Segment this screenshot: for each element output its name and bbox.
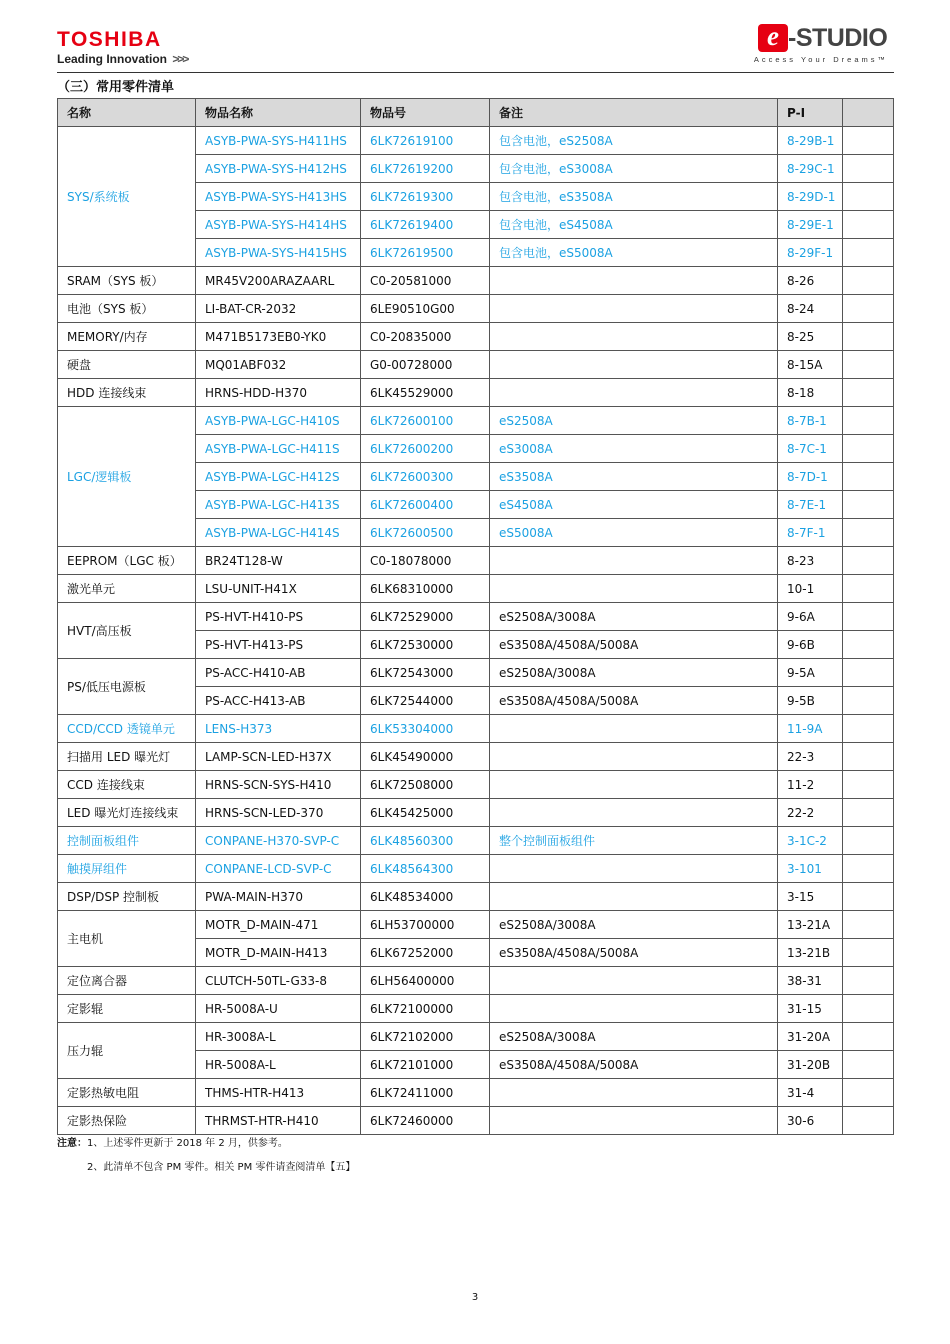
blank-cell (843, 547, 894, 575)
part-number-cell: 6LK72530000 (361, 631, 490, 659)
estudio-wordmark: -STUDIO (788, 24, 888, 52)
part-name-cell: HR-5008A-L (196, 1051, 361, 1079)
note-text-1: 1、上述零件更新于 2018 年 2 月，供参考。 (87, 1138, 288, 1149)
category-cell: HVT/高压板 (58, 603, 196, 659)
remark-cell (490, 323, 778, 351)
part-number-cell: 6LK45490000 (361, 743, 490, 771)
part-number-cell: 6LK48560300 (361, 827, 490, 855)
blank-cell (843, 351, 894, 379)
remark-cell: 包含电池，eS3508A (490, 183, 778, 211)
remark-cell: eS3508A/4508A/5008A (490, 631, 778, 659)
table-row (58, 799, 894, 827)
table-row (58, 827, 894, 855)
blank-cell (843, 1023, 894, 1051)
part-name-cell: ASYB-PWA-LGC-H411S (196, 435, 361, 463)
part-number-cell: 6LK45529000 (361, 379, 490, 407)
table-row (58, 855, 894, 883)
part-number-cell: 6LK72600300 (361, 463, 490, 491)
part-number-cell: 6LK72529000 (361, 603, 490, 631)
table-row (58, 715, 894, 743)
pi-cell: 3-1C-2 (778, 827, 843, 855)
blank-cell (843, 911, 894, 939)
pi-cell: 10-1 (778, 575, 843, 603)
part-number-cell: C0-20835000 (361, 323, 490, 351)
part-number-cell: 6LH56400000 (361, 967, 490, 995)
estudio-e-letter: e (767, 21, 779, 51)
pi-cell: 31-4 (778, 1079, 843, 1107)
table-header-row (58, 99, 894, 127)
part-name-cell: ASYB-PWA-LGC-H412S (196, 463, 361, 491)
part-name-cell: THRMST-HTR-H410 (196, 1107, 361, 1135)
blank-cell (843, 1051, 894, 1079)
remark-cell (490, 1107, 778, 1135)
blank-cell (843, 687, 894, 715)
category-cell: 压力辊 (58, 1023, 196, 1079)
remark-cell: 包含电池，eS2508A (490, 127, 778, 155)
blank-cell (843, 407, 894, 435)
part-number-cell: 6LK48534000 (361, 883, 490, 911)
part-number-cell: C0-18078000 (361, 547, 490, 575)
blank-cell (843, 967, 894, 995)
estudio-logo (753, 21, 888, 64)
part-number-cell: 6LK72102000 (361, 1023, 490, 1051)
remark-cell: eS3008A (490, 435, 778, 463)
part-number-cell: 6LK67252000 (361, 939, 490, 967)
pi-cell: 9-6B (778, 631, 843, 659)
part-number-cell: 6LK48564300 (361, 855, 490, 883)
category-cell: CCD/CCD 透镜单元 (58, 715, 196, 743)
table-row (58, 295, 894, 323)
estudio-slogan: Access Your Dreams™ (753, 55, 888, 64)
part-name-cell: HRNS-SCN-SYS-H410 (196, 771, 361, 799)
remark-cell: eS2508A/3008A (490, 911, 778, 939)
part-name-cell: MQ01ABF032 (196, 351, 361, 379)
pi-cell: 31-20A (778, 1023, 843, 1051)
brand-tagline (57, 52, 187, 66)
column-header: 名称 (58, 99, 196, 127)
blank-cell (843, 659, 894, 687)
blank-cell (843, 323, 894, 351)
pi-cell: 8-25 (778, 323, 843, 351)
blank-cell (843, 743, 894, 771)
pi-cell: 8-7E-1 (778, 491, 843, 519)
blank-cell (843, 267, 894, 295)
table-row (58, 267, 894, 295)
part-number-cell: 6LK72600500 (361, 519, 490, 547)
remark-cell (490, 1079, 778, 1107)
part-number-cell: 6LK72619400 (361, 211, 490, 239)
toshiba-logo: TOSHIBA (57, 28, 162, 51)
blank-cell (843, 995, 894, 1023)
page-header (57, 21, 894, 72)
category-cell: 激光单元 (58, 575, 196, 603)
remark-cell: eS4508A (490, 491, 778, 519)
part-name-cell: HR-5008A-U (196, 995, 361, 1023)
part-number-cell: 6LK72101000 (361, 1051, 490, 1079)
remark-cell: 包含电池，eS5008A (490, 239, 778, 267)
table-row (58, 379, 894, 407)
part-name-cell: ASYB-PWA-SYS-H415HS (196, 239, 361, 267)
remark-cell: eS3508A/4508A/5008A (490, 939, 778, 967)
part-number-cell: 6LK72619200 (361, 155, 490, 183)
pi-cell: 38-31 (778, 967, 843, 995)
remark-cell: 包含电池，eS3008A (490, 155, 778, 183)
pi-cell: 11-9A (778, 715, 843, 743)
part-name-cell: M471B5173EB0-YK0 (196, 323, 361, 351)
remark-cell (490, 295, 778, 323)
note-line-2: 2、此清单不包含 PM 零件。相关 PM 零件请查阅清单【五】 (87, 1162, 356, 1173)
part-number-cell: 6LK72508000 (361, 771, 490, 799)
part-number-cell: 6LK72619500 (361, 239, 490, 267)
category-cell: LGC/逻辑板 (58, 407, 196, 547)
category-cell: 定影热敏电阻 (58, 1079, 196, 1107)
blank-cell (843, 1107, 894, 1135)
category-cell: 主电机 (58, 911, 196, 967)
blank-cell (843, 575, 894, 603)
blank-cell (843, 127, 894, 155)
estudio-e-mark (758, 21, 788, 52)
blank-cell (843, 295, 894, 323)
part-number-cell: 6LH53700000 (361, 911, 490, 939)
part-name-cell: CLUTCH-50TL-G33-8 (196, 967, 361, 995)
blank-cell (843, 799, 894, 827)
pi-cell: 8-7F-1 (778, 519, 843, 547)
pi-cell: 31-15 (778, 995, 843, 1023)
blank-cell (843, 519, 894, 547)
part-number-cell: 6LK45425000 (361, 799, 490, 827)
category-cell: 扫描用 LED 曝光灯 (58, 743, 196, 771)
table-row (58, 323, 894, 351)
blank-cell (843, 239, 894, 267)
part-name-cell: PS-HVT-H410-PS (196, 603, 361, 631)
remark-cell (490, 799, 778, 827)
part-name-cell: ASYB-PWA-LGC-H410S (196, 407, 361, 435)
part-number-cell: 6LK72411000 (361, 1079, 490, 1107)
pi-cell: 8-7B-1 (778, 407, 843, 435)
pi-cell: 13-21B (778, 939, 843, 967)
category-cell: 控制面板组件 (58, 827, 196, 855)
remark-cell (490, 743, 778, 771)
remark-cell (490, 379, 778, 407)
table-row (58, 547, 894, 575)
category-cell: 电池（SYS 板） (58, 295, 196, 323)
table-row (58, 1079, 894, 1107)
part-name-cell: HR-3008A-L (196, 1023, 361, 1051)
remark-cell: eS3508A/4508A/5008A (490, 1051, 778, 1079)
pi-cell: 8-29E-1 (778, 211, 843, 239)
remark-cell: 整个控制面板组件 (490, 827, 778, 855)
remark-cell: eS2508A (490, 407, 778, 435)
blank-cell (843, 771, 894, 799)
blank-cell (843, 1079, 894, 1107)
part-number-cell: 6LK68310000 (361, 575, 490, 603)
category-cell: 硬盘 (58, 351, 196, 379)
part-number-cell: G0-00728000 (361, 351, 490, 379)
remark-cell: eS2508A/3008A (490, 1023, 778, 1051)
pi-cell: 8-29C-1 (778, 155, 843, 183)
part-name-cell: THMS-HTR-H413 (196, 1079, 361, 1107)
blank-cell (843, 827, 894, 855)
blank-cell (843, 631, 894, 659)
table-row (58, 603, 894, 631)
pi-cell: 8-18 (778, 379, 843, 407)
part-name-cell: CONPANE-LCD-SVP-C (196, 855, 361, 883)
remark-cell (490, 967, 778, 995)
remark-cell: 包含电池，eS4508A (490, 211, 778, 239)
blank-cell (843, 491, 894, 519)
part-name-cell: LSU-UNIT-H41X (196, 575, 361, 603)
blank-cell (843, 463, 894, 491)
category-cell: 定影辊 (58, 995, 196, 1023)
note-line-1 (57, 1136, 355, 1160)
part-name-cell: ASYB-PWA-SYS-H413HS (196, 183, 361, 211)
category-cell: LED 曝光灯连接线束 (58, 799, 196, 827)
category-cell: CCD 连接线束 (58, 771, 196, 799)
remark-cell (490, 267, 778, 295)
parts-table (57, 98, 894, 1135)
part-name-cell: ASYB-PWA-LGC-H413S (196, 491, 361, 519)
pi-cell: 9-5B (778, 687, 843, 715)
part-number-cell: 6LK72600400 (361, 491, 490, 519)
pi-cell: 8-7C-1 (778, 435, 843, 463)
table-row (58, 351, 894, 379)
column-header: 物品号 (361, 99, 490, 127)
column-header: 备注 (490, 99, 778, 127)
column-header (843, 99, 894, 127)
category-cell: 定位离合器 (58, 967, 196, 995)
chevron-right-icon: >>> (172, 52, 188, 66)
pi-cell: 9-5A (778, 659, 843, 687)
category-cell: MEMORY/内存 (58, 323, 196, 351)
part-number-cell: 6LK72600200 (361, 435, 490, 463)
pi-cell: 13-21A (778, 911, 843, 939)
table-row (58, 127, 894, 155)
part-number-cell: 6LK72619100 (361, 127, 490, 155)
part-name-cell: MOTR_D-MAIN-471 (196, 911, 361, 939)
category-cell: DSP/DSP 控制板 (58, 883, 196, 911)
part-name-cell: CONPANE-H370-SVP-C (196, 827, 361, 855)
pi-cell: 31-20B (778, 1051, 843, 1079)
blank-cell (843, 939, 894, 967)
remark-cell: eS2508A/3008A (490, 603, 778, 631)
pi-cell: 3-15 (778, 883, 843, 911)
table-row (58, 407, 894, 435)
notes (57, 1136, 355, 1184)
pi-cell: 8-26 (778, 267, 843, 295)
remark-cell: eS5008A (490, 519, 778, 547)
header-divider (57, 72, 894, 73)
remark-cell (490, 995, 778, 1023)
part-name-cell: PS-ACC-H410-AB (196, 659, 361, 687)
remark-cell: eS3508A/4508A/5008A (490, 687, 778, 715)
part-name-cell: ASYB-PWA-LGC-H414S (196, 519, 361, 547)
category-cell: PS/低压电源板 (58, 659, 196, 715)
part-name-cell: HRNS-SCN-LED-370 (196, 799, 361, 827)
category-cell: SRAM（SYS 板） (58, 267, 196, 295)
pi-cell: 22-3 (778, 743, 843, 771)
table-row (58, 1107, 894, 1135)
pi-cell: 8-29B-1 (778, 127, 843, 155)
category-cell: 触摸屏组件 (58, 855, 196, 883)
blank-cell (843, 379, 894, 407)
table-row (58, 995, 894, 1023)
remark-cell (490, 715, 778, 743)
category-cell: 定影热保险 (58, 1107, 196, 1135)
part-number-cell: 6LK72460000 (361, 1107, 490, 1135)
remark-cell (490, 883, 778, 911)
table-row (58, 967, 894, 995)
pi-cell: 30-6 (778, 1107, 843, 1135)
part-name-cell: PS-ACC-H413-AB (196, 687, 361, 715)
remark-cell (490, 351, 778, 379)
blank-cell (843, 603, 894, 631)
table-row (58, 771, 894, 799)
blank-cell (843, 155, 894, 183)
remark-cell (490, 771, 778, 799)
part-name-cell: LENS-H373 (196, 715, 361, 743)
table-row (58, 1023, 894, 1051)
pi-cell: 11-2 (778, 771, 843, 799)
part-name-cell: MOTR_D-MAIN-H413 (196, 939, 361, 967)
blank-cell (843, 715, 894, 743)
part-name-cell: LI-BAT-CR-2032 (196, 295, 361, 323)
part-number-cell: C0-20581000 (361, 267, 490, 295)
pi-cell: 22-2 (778, 799, 843, 827)
pi-cell: 8-29F-1 (778, 239, 843, 267)
column-header: 物品名称 (196, 99, 361, 127)
pi-cell: 8-7D-1 (778, 463, 843, 491)
part-name-cell: LAMP-SCN-LED-H37X (196, 743, 361, 771)
category-cell: SYS/系统板 (58, 127, 196, 267)
part-number-cell: 6LK72619300 (361, 183, 490, 211)
page-number: 3 (471, 1292, 479, 1303)
part-name-cell: PWA-MAIN-H370 (196, 883, 361, 911)
section-title: （三）常用零件清单 (57, 80, 175, 95)
pi-cell: 9-6A (778, 603, 843, 631)
part-name-cell: HRNS-HDD-H370 (196, 379, 361, 407)
part-name-cell: ASYB-PWA-SYS-H411HS (196, 127, 361, 155)
blank-cell (843, 855, 894, 883)
blank-cell (843, 211, 894, 239)
part-number-cell: 6LK72544000 (361, 687, 490, 715)
table-row (58, 575, 894, 603)
table-row (58, 743, 894, 771)
part-number-cell: 6LK72543000 (361, 659, 490, 687)
table-row (58, 659, 894, 687)
remark-cell: eS2508A/3008A (490, 659, 778, 687)
blank-cell (843, 883, 894, 911)
table-row (58, 883, 894, 911)
pi-cell: 8-15A (778, 351, 843, 379)
part-name-cell: MR45V200ARAZAARL (196, 267, 361, 295)
part-name-cell: BR24T128-W (196, 547, 361, 575)
part-name-cell: ASYB-PWA-SYS-H412HS (196, 155, 361, 183)
tagline-text: Leading Innovation (57, 52, 167, 66)
blank-cell (843, 435, 894, 463)
parts-table-body (58, 127, 894, 1135)
remark-cell (490, 547, 778, 575)
part-number-cell: 6LK53304000 (361, 715, 490, 743)
remark-cell: eS3508A (490, 463, 778, 491)
note-label: 注意： (57, 1138, 87, 1149)
table-row (58, 911, 894, 939)
column-header: P-I (778, 99, 843, 127)
remark-cell (490, 855, 778, 883)
remark-cell (490, 575, 778, 603)
pi-cell: 8-24 (778, 295, 843, 323)
pi-cell: 3-101 (778, 855, 843, 883)
pi-cell: 8-29D-1 (778, 183, 843, 211)
pi-cell: 8-23 (778, 547, 843, 575)
part-number-cell: 6LK72100000 (361, 995, 490, 1023)
category-cell: HDD 连接线束 (58, 379, 196, 407)
part-number-cell: 6LK72600100 (361, 407, 490, 435)
category-cell: EEPROM（LGC 板） (58, 547, 196, 575)
part-number-cell: 6LE90510G00 (361, 295, 490, 323)
blank-cell (843, 183, 894, 211)
part-name-cell: ASYB-PWA-SYS-H414HS (196, 211, 361, 239)
part-name-cell: PS-HVT-H413-PS (196, 631, 361, 659)
